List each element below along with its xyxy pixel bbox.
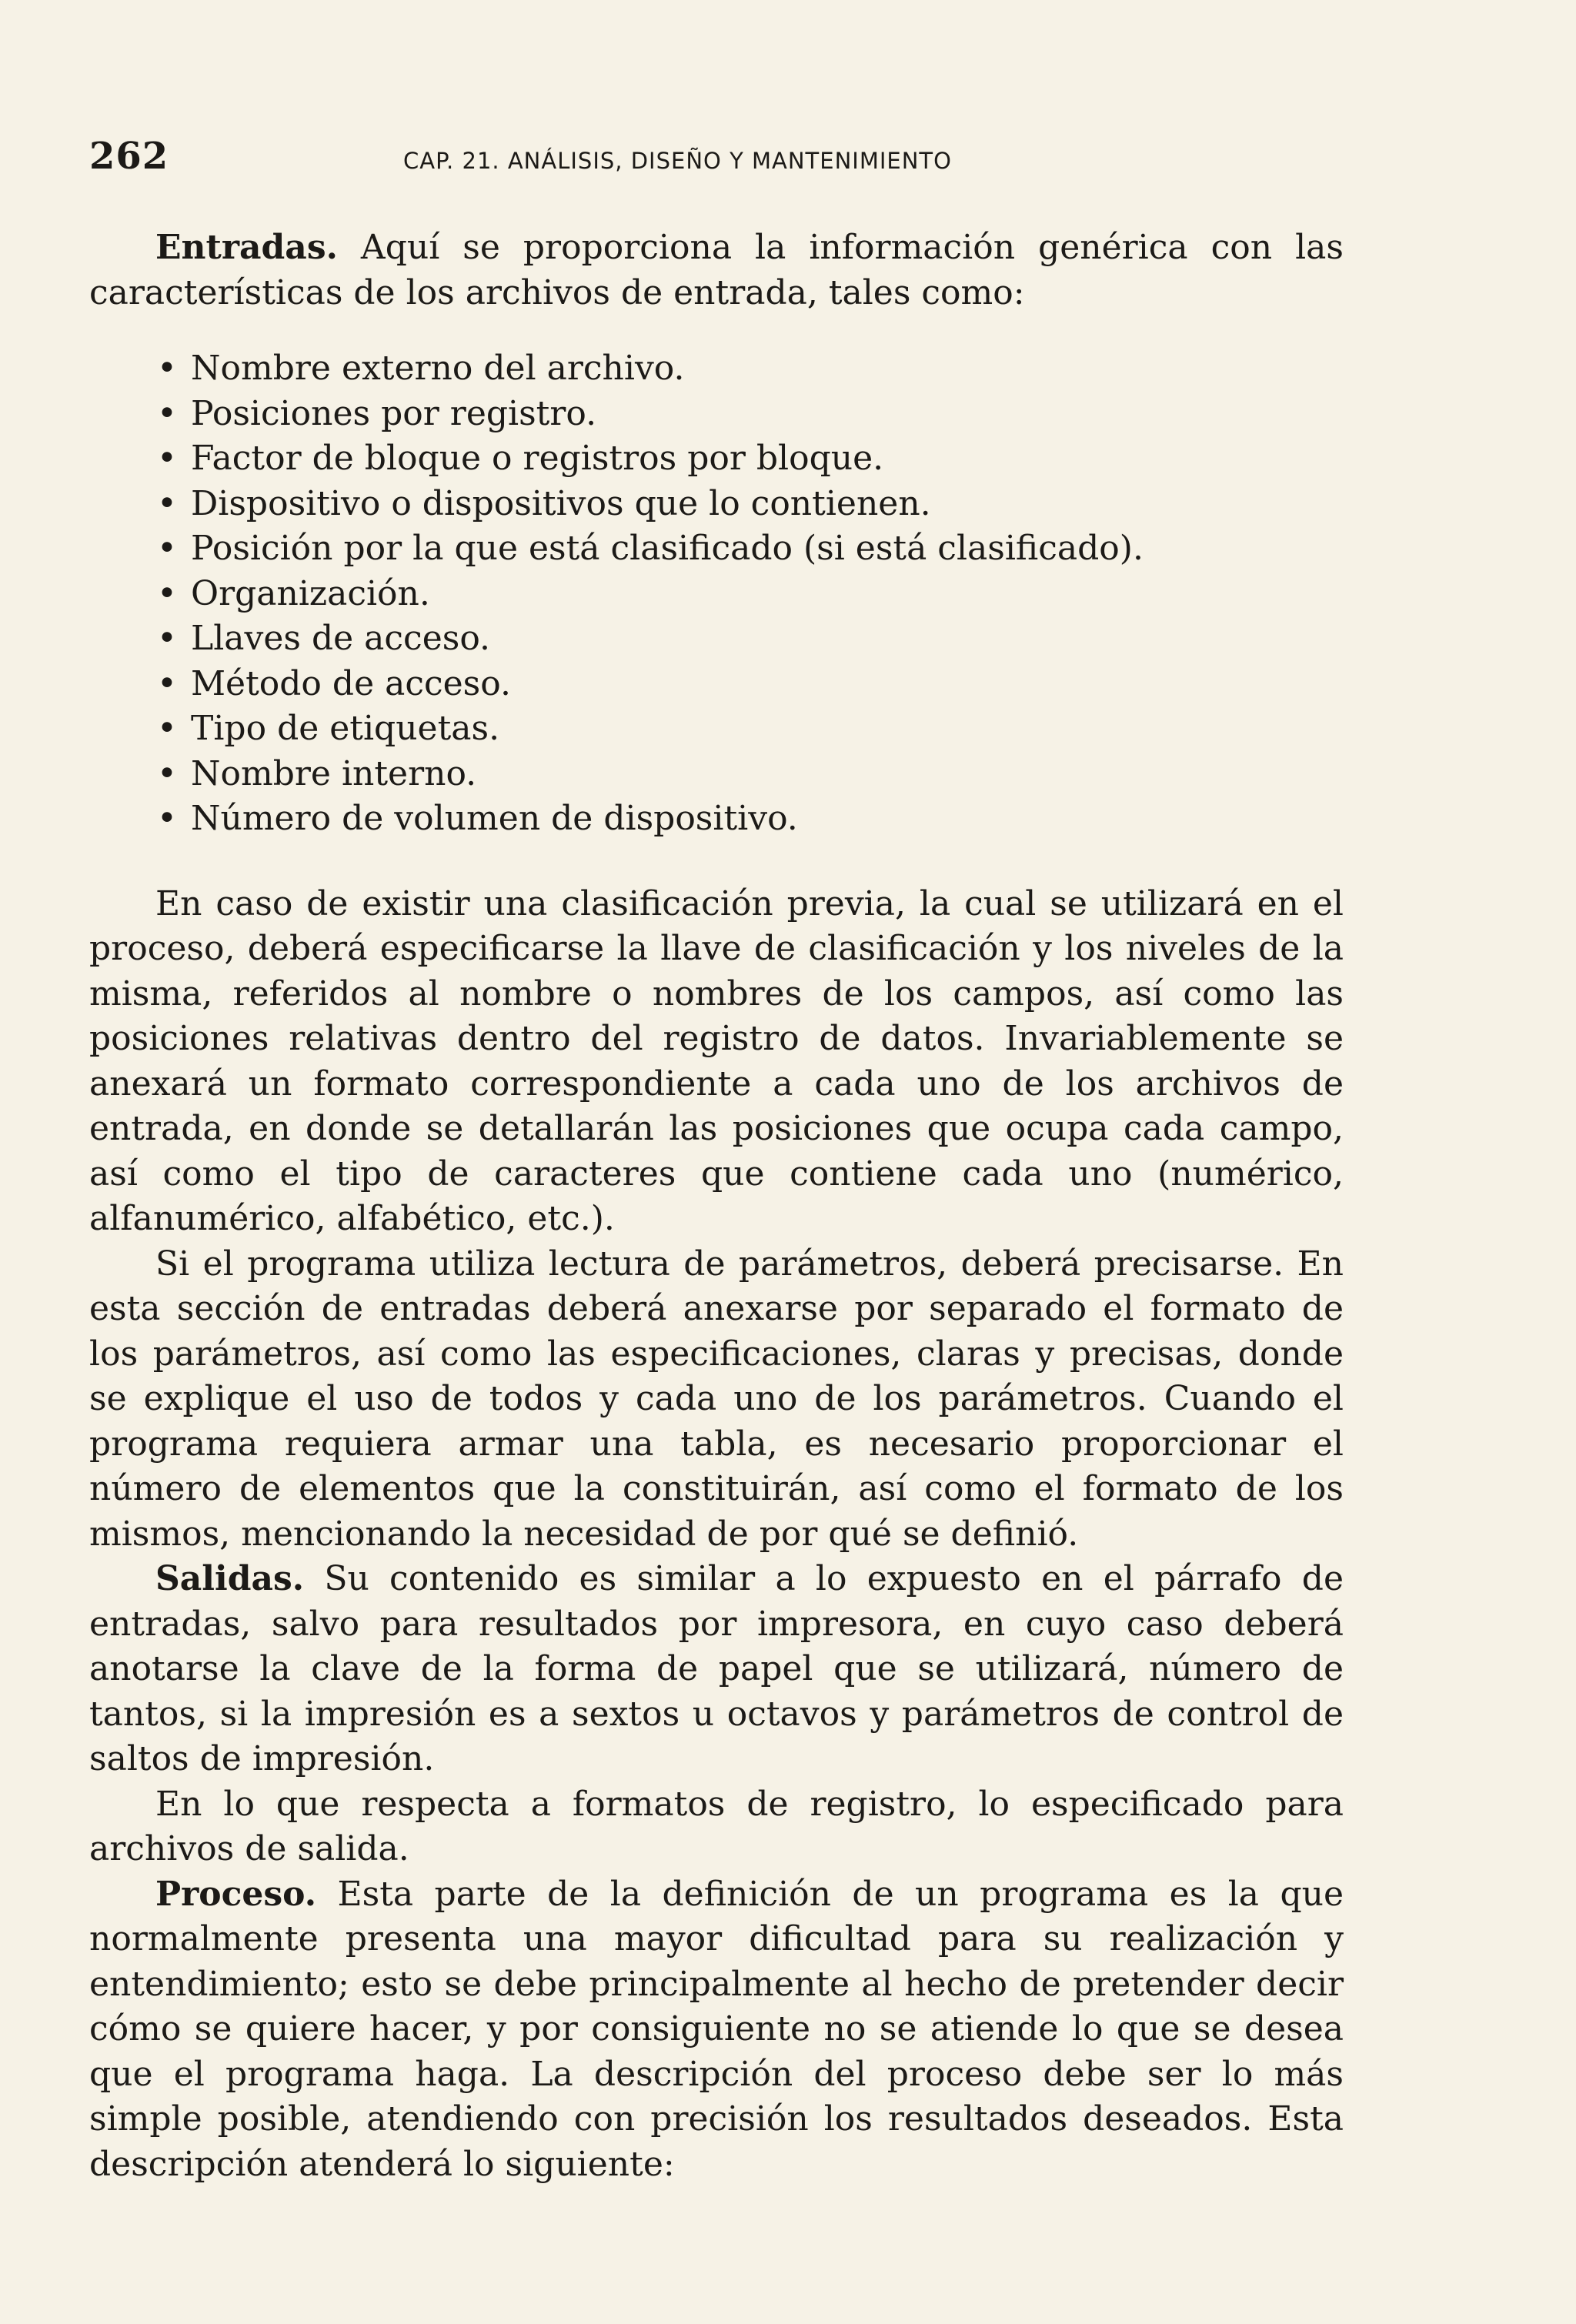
page-header [89,135,1344,178]
list-item [157,526,1344,572]
list-item-text: Organización. [191,573,430,613]
page-number: 262 [89,135,169,178]
input-file-characteristics-list [89,346,1344,842]
entradas-paragraph [89,225,1344,316]
bullet-icon: • [157,663,177,703]
list-item [157,752,1344,797]
list-item [157,572,1344,617]
parametros-paragraph: Si el programa utiliza lectura de parámetros, deberá precisarse. En esta sección de entradas deberá anexarse por separado el formato de los parámetros, así como las especificaciones, claras y precisas, donde se explique el uso de todos y cada uno de los parámetros. Cuando el programa requiera armar una tabla, es necesario proporcionar el número de elementos que la constituirán, así como el formato de los mismos, mencionando la necesidad de por qué se definió. [89,1244,1344,1554]
proceso-text: Esta parte de la definición de un programa es la que normalmente presenta una mayor dificultad para su realización y entendimiento; esto se debe principalmente al hecho de pretender decir cómo se quiere hacer, y por consiguiente no se atiende lo que se desea que el programa haga. La descripción del proceso debe ser lo más simple posible, atendiendo con precisión los resultados deseados. Esta descripción atenderá lo siguiente: [89,1874,1344,2184]
list-item-text: Nombre interno. [191,753,477,793]
list-item [157,482,1344,527]
list-item-text: Tipo de etiquetas. [191,709,500,748]
salidas-lead: Salidas. [155,1559,305,1598]
bullet-icon: • [157,799,177,838]
book-page [89,135,1344,2187]
bullet-icon: • [157,709,177,748]
list-item-text: Llaves de acceso. [191,619,491,658]
list-item-text: Posiciones por registro. [191,393,597,433]
clasificacion-paragraph: En caso de existir una clasificación previa, la cual se utilizará en el proceso, deberá especificarse la llave de clasificación y los niveles de la misma, referidos al nombre o nombres de los campos, así como las posiciones relativas dentro del registro de datos. Invariablemente se anexará un formato correspondiente a cada uno de los archivos de entrada, en donde se detallarán las posiciones que ocupa cada campo, así como el tipo de caracteres que contiene cada uno (numérico, alfanumérico, alfabético, etc.). [89,883,1344,1238]
list-item-text: Método de acceso. [191,663,511,703]
bullet-icon: • [157,619,177,658]
entradas-lead: Entradas. [155,228,338,267]
list-item-text: Nombre externo del archivo. [191,349,685,388]
list-item [157,662,1344,707]
list-item-text: Factor de bloque o registros por bloque. [191,439,884,478]
bullet-icon: • [157,439,177,478]
list-item [157,392,1344,437]
salidas-text: Su contenido es similar a lo expuesto en el párrafo de entradas, salvo para resultados por impresora, en cuyo caso deberá anotarse la clave de la forma de papel que se utilizará, número de tantos, si la impresión es a sextos u octavos y parámetros de control de saltos de impresión. [89,1559,1344,1778]
proceso-lead: Proceso. [155,1874,317,1914]
list-item-text: Posición por la que está clasificado (si está clasificado). [191,529,1144,568]
list-item [157,436,1344,482]
proceso-paragraph [89,1872,1344,2188]
list-item [157,796,1344,842]
list-item [157,346,1344,392]
list-item [157,616,1344,662]
list-item [157,706,1344,752]
running-head: CAP. 21. ANÁLISIS, DISEÑO Y MANTENIMIENTO [403,148,952,174]
list-item-text: Dispositivo o dispositivos que lo contienen. [191,483,931,523]
list-item-text: Número de volumen de dispositivo. [191,799,798,838]
bullet-icon: • [157,483,177,523]
entradas-text: Aquí se proporciona la información genérica con las características de los archivos de entrada, tales como: [89,228,1344,312]
bullet-icon: • [157,349,177,388]
bullet-icon: • [157,529,177,568]
salidas-paragraph [89,1557,1344,1782]
bullet-icon: • [157,753,177,793]
formatos-paragraph: En lo que respecta a formatos de registro, lo especificado para archivos de salida. [89,1784,1344,1868]
bullet-icon: • [157,573,177,613]
bullet-icon: • [157,393,177,433]
